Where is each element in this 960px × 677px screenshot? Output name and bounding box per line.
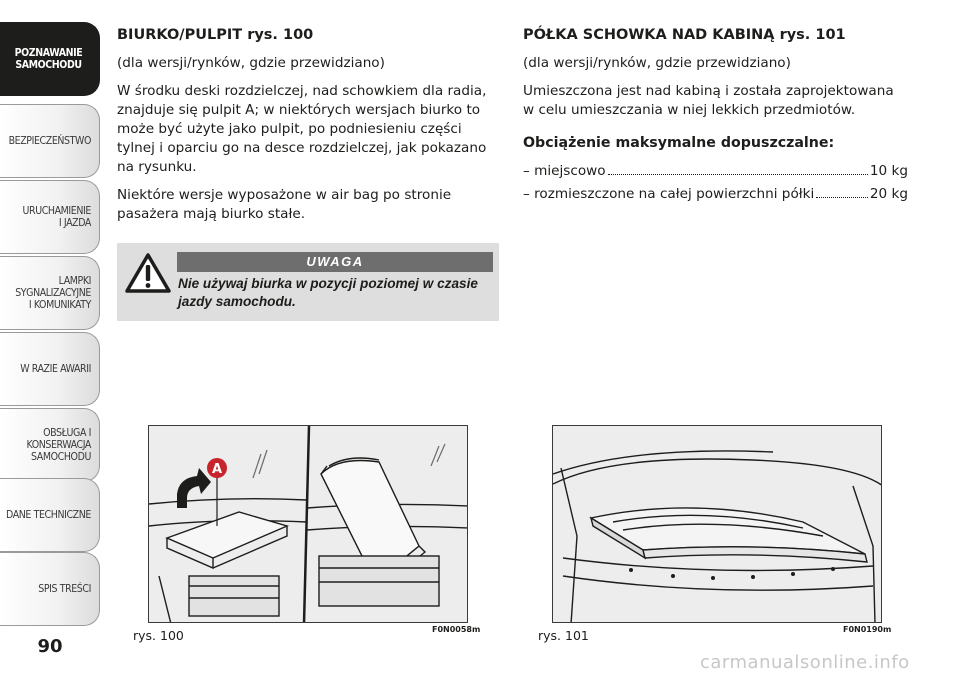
tab-uruchamienie-i-jazda[interactable]: URUCHAMIENIE I JAZDA: [0, 180, 100, 254]
tab-obsluga-i-konserwacja[interactable]: OBSŁUGA I KONSERWACJA SAMOCHODU: [0, 408, 100, 482]
tab-poznawanie-samochodu[interactable]: POZNAWANIE SAMOCHODU: [0, 22, 100, 96]
warning-triangle-icon: [125, 252, 171, 294]
section-biurko-pulpit: [117, 26, 495, 233]
section-polka-schowka: [523, 26, 908, 208]
tab-bezpieczenstwo[interactable]: BEZPIECZEŃSTWO: [0, 104, 100, 178]
figure-code: F0N0190m: [843, 625, 892, 634]
paragraph: Niektóre wersje wyposażone w air bag po stronie pasażera mają biurko stałe.: [117, 187, 452, 222]
load-label: – miejscowo: [523, 163, 606, 179]
warning-text: Nie używaj biurka w pozycji poziomej w czasie jazdy samochodu.: [178, 276, 478, 309]
paragraph: W środku deski rozdzielczej, nad schowkiem dla radia, znajduje się pulpit A; w niektórych wersjach biurko to może być użyte jako pulpit, po podniesieniu części tylnej i oparciu go na desce rozdzielczej, jak pokazano na rysunku.: [117, 83, 487, 175]
leader-dots: [608, 174, 868, 175]
tab-spis-tresci[interactable]: SPIS TREŚCI: [0, 552, 100, 626]
figure-caption: rys. 100: [133, 628, 184, 643]
figure-100-illustration: [148, 425, 468, 623]
load-row: [523, 162, 908, 181]
section-subtitle: (dla wersji/rynków, gdzie przewidziano): [523, 55, 791, 71]
tab-w-razie-awarii[interactable]: W RAZIE AWARII: [0, 332, 100, 406]
warning-box: [117, 243, 499, 321]
section-title: PÓŁKA SCHOWKA NAD KABINĄ rys. 101: [523, 27, 846, 43]
paragraph: Umieszczona jest nad kabiną i została zaprojektowana w celu umieszczania w niej lekkich przedmiotów.: [523, 83, 894, 118]
section-subtitle: (dla wersji/rynków, gdzie przewidziano): [117, 55, 385, 71]
figure-101-illustration: [552, 425, 882, 623]
figure-code: F0N0058m: [432, 625, 481, 634]
load-heading: Obciążenie maksymalne dopuszczalne:: [523, 135, 835, 151]
load-value: 10 kg: [869, 163, 908, 179]
warning-label: UWAGA: [177, 252, 493, 272]
tab-dane-techniczne[interactable]: DANE TECHNICZNE: [0, 478, 100, 552]
marker-a-label: A: [211, 462, 223, 477]
load-label: – rozmieszczone na całej powierzchni półki: [523, 186, 815, 202]
figure-caption: rys. 101: [538, 628, 589, 643]
tab-lampki-sygnalizacyjne[interactable]: LAMPKI SYGNALIZACYJNE I KOMUNIKATY: [0, 256, 100, 330]
page-number: 90: [37, 636, 63, 657]
leader-dots: [816, 197, 868, 198]
load-value: 20 kg: [869, 186, 908, 202]
watermark: carmanualsonline.info: [700, 652, 910, 673]
section-title: BIURKO/PULPIT rys. 100: [117, 27, 314, 43]
load-row: [523, 185, 908, 204]
